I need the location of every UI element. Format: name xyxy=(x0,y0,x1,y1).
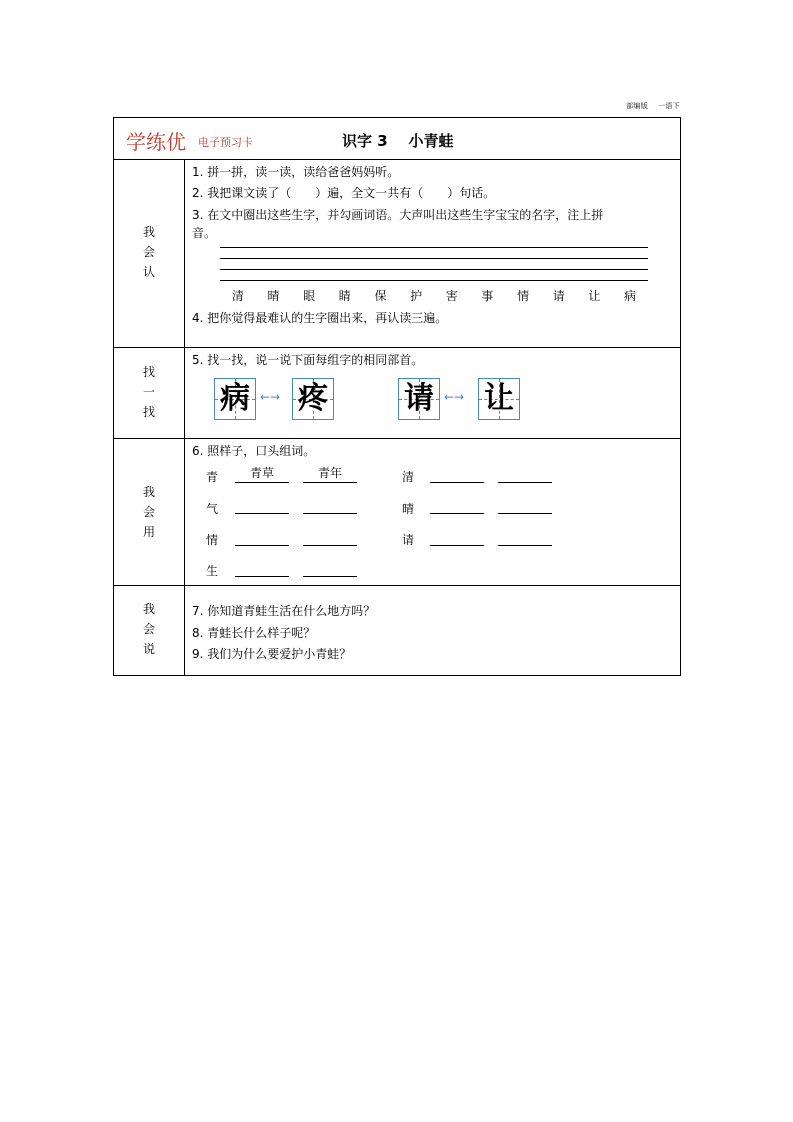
question-4: 4. 把你觉得最难认的生字圈出来，再认读三遍。 xyxy=(192,311,448,325)
word-char: 情 xyxy=(206,533,219,547)
character-bing: 病 xyxy=(220,381,250,416)
row-divider xyxy=(114,347,680,348)
example-word: 青年 xyxy=(317,466,342,480)
label-char: 找 xyxy=(142,365,155,379)
label-char: 一 xyxy=(142,385,155,399)
tianzige-box xyxy=(292,378,334,420)
section-label-recognize xyxy=(114,222,184,282)
answer-blank[interactable] xyxy=(303,576,357,577)
label-char: 认 xyxy=(142,265,155,279)
answer-blank[interactable] xyxy=(430,513,484,514)
new-character: 护 xyxy=(410,289,423,303)
answer-blank[interactable] xyxy=(235,576,289,577)
new-character: 眼 xyxy=(303,289,316,303)
row-divider xyxy=(114,438,680,439)
pinyin-writing-line xyxy=(220,247,648,248)
section-label-speak xyxy=(114,599,184,659)
answer-blank[interactable] xyxy=(498,513,552,514)
new-character: 晴 xyxy=(267,289,280,303)
label-char: 会 xyxy=(142,245,155,259)
word-char: 气 xyxy=(206,502,219,516)
row-divider xyxy=(114,585,680,586)
edition-label: 部编版 一语下 xyxy=(626,102,680,110)
character-rang: 让 xyxy=(484,381,514,416)
label-char: 我 xyxy=(142,485,155,499)
question-9: 9. 我们为什么要爱护小青蛙？ xyxy=(192,647,352,661)
new-character: 事 xyxy=(481,289,494,303)
double-arrow-icon: ←→ xyxy=(260,390,281,404)
pinyin-writing-line xyxy=(220,269,648,270)
answer-blank[interactable] xyxy=(303,513,357,514)
example-word: 青草 xyxy=(249,466,274,480)
brand-subtitle: 电子预习卡 xyxy=(198,136,253,149)
double-arrow-icon: ←→ xyxy=(444,390,465,404)
preview-card xyxy=(113,117,681,676)
label-char: 会 xyxy=(142,505,155,519)
row-divider xyxy=(114,159,680,160)
character-teng: 疼 xyxy=(298,381,328,416)
label-char: 说 xyxy=(142,642,155,656)
new-character: 睛 xyxy=(338,289,351,303)
answer-blank[interactable] xyxy=(498,545,552,546)
new-character: 请 xyxy=(552,289,565,303)
page-title: 识字 3 小青蛙 xyxy=(342,132,454,150)
word-char: 请 xyxy=(402,533,415,547)
answer-blank[interactable] xyxy=(235,513,289,514)
label-char: 会 xyxy=(142,622,155,636)
new-character: 让 xyxy=(588,289,601,303)
new-character: 清 xyxy=(231,289,244,303)
column-divider xyxy=(184,159,185,676)
question-7: 7. 你知道青蛙生活在什么地方吗？ xyxy=(192,604,376,618)
brand-logo: 学练优 xyxy=(126,130,186,154)
new-character: 病 xyxy=(624,289,637,303)
new-character-list xyxy=(220,287,648,304)
label-char: 我 xyxy=(142,225,155,239)
label-char: 我 xyxy=(142,602,155,616)
new-character: 害 xyxy=(445,289,458,303)
section-label-use xyxy=(114,482,184,542)
word-char: 清 xyxy=(402,470,415,484)
question-1: 1. 拼一拼，读一读，读给爸爸妈妈听。 xyxy=(192,165,400,179)
answer-blank[interactable] xyxy=(303,482,357,483)
question-5: 5. 找一找，说一说下面每组字的相同部首。 xyxy=(192,353,424,367)
answer-blank[interactable] xyxy=(235,482,289,483)
word-char: 晴 xyxy=(402,502,415,516)
section-label-find xyxy=(114,362,184,422)
question-8: 8. 青蛙长什么样子呢？ xyxy=(192,626,316,640)
question-3-line-2: 音。 xyxy=(192,226,217,240)
answer-blank[interactable] xyxy=(430,482,484,483)
answer-blank[interactable] xyxy=(235,545,289,546)
question-2: 2. 我把课文读了（ ）遍，全文一共有（ ）句话。 xyxy=(192,186,496,200)
pinyin-writing-line xyxy=(220,258,648,259)
character-qing: 请 xyxy=(404,381,434,416)
answer-blank[interactable] xyxy=(498,482,552,483)
answer-blank[interactable] xyxy=(430,545,484,546)
question-3-line-1: 3. 在文中圈出这些生字，并勾画词语。大声叫出这些生字宝宝的名字，注上拼 xyxy=(192,208,604,222)
word-char: 生 xyxy=(206,564,219,578)
label-char: 找 xyxy=(142,405,155,419)
question-6: 6. 照样子，口头组词。 xyxy=(192,444,316,458)
answer-blank[interactable] xyxy=(303,545,357,546)
tianzige-box xyxy=(398,378,440,420)
pinyin-writing-line xyxy=(220,280,648,281)
word-char: 青 xyxy=(206,470,219,484)
new-character: 情 xyxy=(517,289,530,303)
tianzige-box xyxy=(214,378,256,420)
tianzige-box xyxy=(478,378,520,420)
new-character: 保 xyxy=(374,289,387,303)
label-char: 用 xyxy=(142,525,155,539)
